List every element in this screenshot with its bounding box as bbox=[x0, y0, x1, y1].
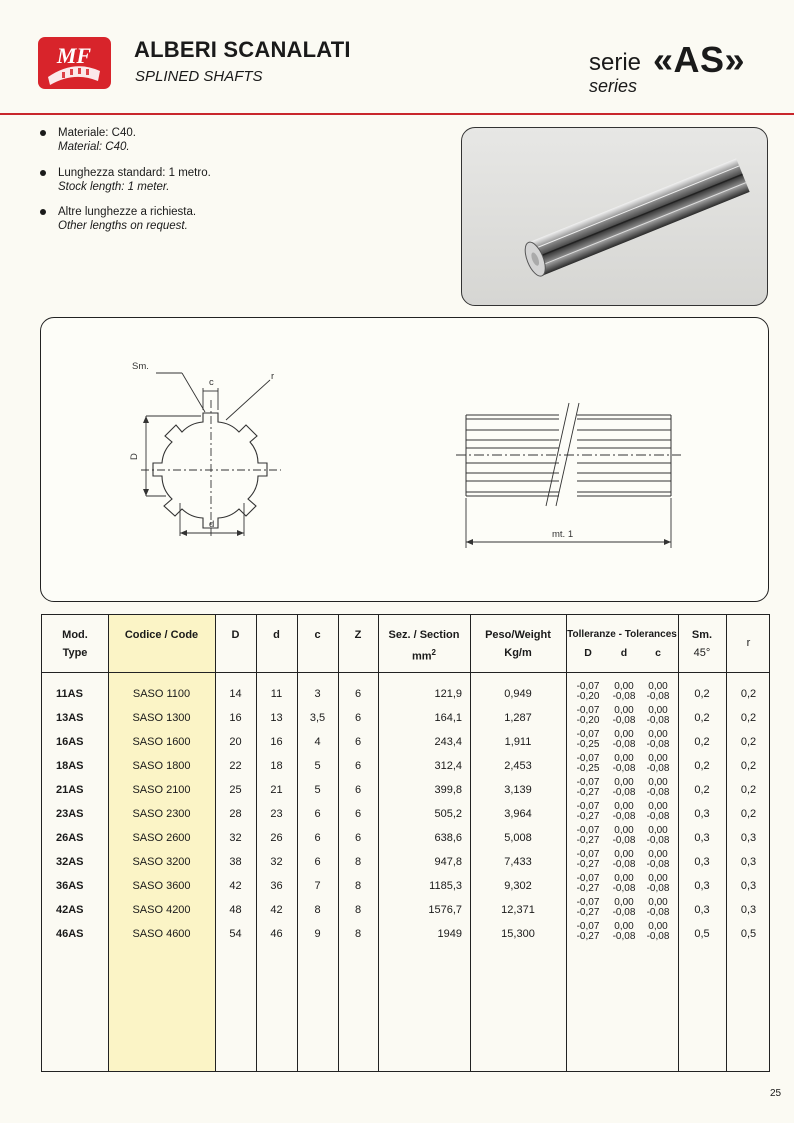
bullet-other-lengths bbox=[40, 205, 196, 233]
header-section-unit-base: mm bbox=[411, 650, 432, 663]
label-sm: Sm. bbox=[132, 361, 149, 372]
tol-c-upper: 0,00 bbox=[648, 777, 668, 788]
cell-D: 42 bbox=[229, 880, 242, 892]
tol-d bbox=[610, 802, 638, 822]
cell-r: 0,2 bbox=[740, 688, 757, 700]
bullet-length bbox=[40, 166, 211, 194]
cell-z: 8 bbox=[354, 904, 362, 916]
tol-c bbox=[644, 730, 672, 750]
cell-code: SASO 2100 bbox=[132, 784, 191, 796]
cell-section: 121,9 bbox=[434, 688, 462, 700]
cell-c: 5 bbox=[314, 760, 321, 772]
cell-z: 6 bbox=[354, 712, 362, 724]
tol-D-lower: -0,25 bbox=[576, 739, 600, 750]
cell-weight: 15,300 bbox=[501, 928, 535, 940]
cell-section: 1949 bbox=[437, 928, 462, 940]
cell-z: 6 bbox=[354, 736, 362, 748]
header-sm-angle: 45° bbox=[693, 647, 711, 659]
tol-D bbox=[574, 778, 602, 798]
header-section-unit bbox=[378, 644, 470, 666]
tol-c-lower: -0,08 bbox=[646, 907, 670, 918]
cell-weight: 7,433 bbox=[504, 856, 532, 868]
header-c: c bbox=[314, 629, 321, 641]
cell-weight: 1,911 bbox=[504, 736, 532, 748]
cell-D: 25 bbox=[229, 784, 242, 796]
cell-c: 8 bbox=[314, 904, 321, 916]
cell-r: 0,2 bbox=[740, 736, 757, 748]
bullet-text-it: Lunghezza standard: 1 metro. bbox=[58, 167, 211, 179]
header-mod-en: Type bbox=[62, 647, 88, 659]
tol-D-upper: -0,07 bbox=[576, 753, 600, 764]
cell-code: SASO 3600 bbox=[132, 880, 191, 892]
tol-c-upper: 0,00 bbox=[648, 825, 668, 836]
cell-c: 4 bbox=[314, 736, 321, 748]
cell-d: 42 bbox=[270, 904, 283, 916]
tol-d bbox=[610, 778, 638, 798]
cell-sm: 0,3 bbox=[694, 808, 710, 820]
header-sm-title: Sm. bbox=[691, 629, 713, 641]
tol-d-upper: 0,00 bbox=[614, 873, 634, 884]
cell-d: 21 bbox=[270, 784, 283, 796]
tol-D-lower: -0,27 bbox=[576, 931, 600, 942]
cell-D: 22 bbox=[229, 760, 242, 772]
tol-c bbox=[644, 778, 672, 798]
tol-d-upper: 0,00 bbox=[614, 729, 634, 740]
tol-c bbox=[644, 850, 672, 870]
tol-c bbox=[644, 922, 672, 942]
cell-type: 18AS bbox=[56, 760, 84, 772]
tol-d-upper: 0,00 bbox=[614, 705, 634, 716]
tol-c-lower: -0,08 bbox=[646, 883, 670, 894]
tol-d-lower: -0,08 bbox=[612, 931, 636, 942]
tol-d-lower: -0,08 bbox=[612, 691, 636, 702]
tol-D bbox=[574, 874, 602, 894]
tol-D-upper: -0,07 bbox=[576, 681, 600, 692]
table-row bbox=[42, 921, 771, 950]
label-c: c bbox=[209, 377, 214, 388]
header-divider bbox=[0, 113, 794, 115]
bullet-text-it: Materiale: C40. bbox=[58, 127, 136, 139]
cell-d: 32 bbox=[270, 856, 283, 868]
brand-logo bbox=[38, 37, 111, 89]
cell-code: SASO 1800 bbox=[132, 760, 191, 772]
tol-c bbox=[644, 682, 672, 702]
tol-D-lower: -0,27 bbox=[576, 835, 600, 846]
tol-D bbox=[574, 898, 602, 918]
tol-c-upper: 0,00 bbox=[648, 705, 668, 716]
tol-D-upper: -0,07 bbox=[576, 705, 600, 716]
header-tol-d: d bbox=[620, 647, 628, 659]
tol-d-upper: 0,00 bbox=[614, 921, 634, 932]
cell-type: 13AS bbox=[56, 712, 84, 724]
cell-z: 6 bbox=[354, 808, 362, 820]
header-d: d bbox=[273, 629, 280, 641]
tol-c-lower: -0,08 bbox=[646, 859, 670, 870]
cell-z: 6 bbox=[354, 784, 362, 796]
cell-section: 164,1 bbox=[434, 712, 462, 724]
serie-code: «AS» bbox=[653, 39, 746, 80]
tol-D-upper: -0,07 bbox=[576, 897, 600, 908]
cell-r: 0,2 bbox=[740, 808, 757, 820]
cell-z: 6 bbox=[354, 760, 362, 772]
cell-c: 5 bbox=[314, 784, 321, 796]
tol-D bbox=[574, 850, 602, 870]
cell-r: 0,3 bbox=[740, 832, 757, 844]
cell-D: 20 bbox=[229, 736, 242, 748]
tol-c-lower: -0,08 bbox=[646, 691, 670, 702]
cell-z: 8 bbox=[354, 856, 362, 868]
cell-c: 3 bbox=[314, 688, 321, 700]
cell-r: 0,3 bbox=[740, 880, 757, 892]
tol-D-upper: -0,07 bbox=[576, 849, 600, 860]
header-D: D bbox=[231, 629, 240, 641]
page-title: ALBERI SCANALATI bbox=[134, 37, 351, 62]
cell-sm: 0,5 bbox=[694, 928, 710, 940]
product-photo bbox=[461, 127, 768, 306]
cell-code: SASO 3200 bbox=[132, 856, 191, 868]
specifications-table bbox=[41, 614, 770, 1072]
cell-c: 6 bbox=[314, 856, 321, 868]
tol-d-upper: 0,00 bbox=[614, 777, 634, 788]
tol-c-upper: 0,00 bbox=[648, 681, 668, 692]
header-mod bbox=[42, 626, 108, 662]
tol-c-upper: 0,00 bbox=[648, 729, 668, 740]
tol-c-lower: -0,08 bbox=[646, 787, 670, 798]
cell-sm: 0,3 bbox=[694, 904, 710, 916]
cell-type: 36AS bbox=[56, 880, 84, 892]
cell-type: 11AS bbox=[56, 688, 83, 700]
tol-d-upper: 0,00 bbox=[614, 849, 634, 860]
cell-type: 16AS bbox=[56, 736, 84, 748]
tol-c-upper: 0,00 bbox=[648, 921, 668, 932]
tol-d-lower: -0,08 bbox=[612, 859, 636, 870]
tol-c bbox=[644, 754, 672, 774]
cell-section: 1576,7 bbox=[428, 904, 462, 916]
tol-D bbox=[574, 682, 602, 702]
tol-D-lower: -0,27 bbox=[576, 859, 600, 870]
cell-d: 36 bbox=[270, 880, 283, 892]
tol-d-upper: 0,00 bbox=[614, 825, 634, 836]
bullet-text-en: Other lengths on request. bbox=[58, 220, 188, 232]
tol-c-upper: 0,00 bbox=[648, 801, 668, 812]
tol-d-lower: -0,08 bbox=[612, 835, 636, 846]
logo-graphic bbox=[38, 37, 111, 89]
header-code: Codice / Code bbox=[124, 629, 199, 641]
tol-d-upper: 0,00 bbox=[614, 681, 634, 692]
tol-D-lower: -0,27 bbox=[576, 883, 600, 894]
header-tol-c: c bbox=[655, 647, 661, 659]
label-r: r bbox=[271, 371, 275, 382]
tol-c-lower: -0,08 bbox=[646, 763, 670, 774]
tol-c-upper: 0,00 bbox=[648, 849, 668, 860]
cell-section: 312,4 bbox=[434, 760, 462, 772]
cell-type: 23AS bbox=[56, 808, 84, 820]
cell-code: SASO 4200 bbox=[132, 904, 191, 916]
tol-D bbox=[574, 730, 602, 750]
tol-d bbox=[610, 850, 638, 870]
tol-d-upper: 0,00 bbox=[614, 801, 634, 812]
tol-D-lower: -0,27 bbox=[576, 907, 600, 918]
bullet-dot-icon bbox=[40, 170, 46, 176]
cell-c: 3,5 bbox=[309, 712, 326, 724]
cell-weight: 3,964 bbox=[504, 808, 532, 820]
tol-D-upper: -0,07 bbox=[576, 729, 600, 740]
header-r: r bbox=[746, 637, 751, 649]
cell-weight: 9,302 bbox=[504, 880, 532, 892]
cell-sm: 0,2 bbox=[694, 712, 710, 724]
tol-d-lower: -0,08 bbox=[612, 715, 636, 726]
technical-drawing bbox=[40, 317, 769, 602]
cell-r: 0,2 bbox=[740, 760, 757, 772]
header-section-title: Sez. / Section bbox=[388, 629, 460, 641]
cell-d: 16 bbox=[270, 736, 283, 748]
cell-weight: 0,949 bbox=[504, 688, 532, 700]
cell-code: SASO 1600 bbox=[132, 736, 191, 748]
cell-r: 0,3 bbox=[740, 904, 757, 916]
header-sm bbox=[678, 626, 726, 662]
tol-D-upper: -0,07 bbox=[576, 777, 600, 788]
cell-type: 42AS bbox=[56, 904, 84, 916]
bullet-text-it: Altre lunghezze a richiesta. bbox=[58, 206, 197, 218]
tol-D-lower: -0,27 bbox=[576, 787, 600, 798]
cell-section: 399,8 bbox=[434, 784, 462, 796]
cell-code: SASO 4600 bbox=[132, 928, 191, 940]
tol-c-lower: -0,08 bbox=[646, 835, 670, 846]
cell-D: 54 bbox=[229, 928, 242, 940]
header-weight-title: Peso/Weight bbox=[485, 629, 551, 641]
tol-d bbox=[610, 826, 638, 846]
tol-D bbox=[574, 802, 602, 822]
tol-c-lower: -0,08 bbox=[646, 811, 670, 822]
tol-d-lower: -0,08 bbox=[612, 739, 636, 750]
cell-weight: 2,453 bbox=[504, 760, 532, 772]
header-tolerances: Tolleranze - Tolerances bbox=[567, 629, 677, 640]
tol-D-upper: -0,07 bbox=[576, 921, 600, 932]
tol-d-lower: -0,08 bbox=[612, 787, 636, 798]
cell-sm: 0,3 bbox=[694, 856, 710, 868]
cell-code: SASO 1300 bbox=[132, 712, 191, 724]
header-weight-unit: Kg/m bbox=[504, 647, 532, 659]
cell-code: SASO 2300 bbox=[132, 808, 191, 820]
cell-code: SASO 1100 bbox=[132, 688, 191, 700]
cell-weight: 3,139 bbox=[504, 784, 532, 796]
cell-r: 0,5 bbox=[740, 928, 757, 940]
bullet-text-en: Material: C40. bbox=[58, 141, 130, 153]
cell-c: 6 bbox=[314, 808, 321, 820]
cell-D: 38 bbox=[229, 856, 242, 868]
tol-D-lower: -0,20 bbox=[576, 691, 600, 702]
bullet-text-en: Stock length: 1 meter. bbox=[58, 181, 170, 193]
page-subtitle: SPLINED SHAFTS bbox=[135, 68, 263, 85]
cell-r: 0,2 bbox=[740, 784, 757, 796]
tol-d-lower: -0,08 bbox=[612, 883, 636, 894]
tol-d bbox=[610, 922, 638, 942]
cell-z: 8 bbox=[354, 880, 362, 892]
cell-type: 21AS bbox=[56, 784, 84, 796]
tol-D bbox=[574, 922, 602, 942]
cell-z: 8 bbox=[354, 928, 362, 940]
cell-code: SASO 2600 bbox=[132, 832, 191, 844]
tol-d-upper: 0,00 bbox=[614, 753, 634, 764]
tol-c-upper: 0,00 bbox=[648, 753, 668, 764]
cell-weight: 1,287 bbox=[504, 712, 532, 724]
cell-d: 46 bbox=[270, 928, 283, 940]
tol-c-lower: -0,08 bbox=[646, 739, 670, 750]
tol-D bbox=[574, 754, 602, 774]
tol-c bbox=[644, 706, 672, 726]
cell-sm: 0,2 bbox=[694, 736, 710, 748]
tol-c bbox=[644, 802, 672, 822]
tol-d-lower: -0,08 bbox=[612, 811, 636, 822]
tol-D bbox=[574, 706, 602, 726]
header-tol-D: D bbox=[584, 647, 592, 659]
header-section-unit-sup: 2 bbox=[431, 648, 436, 657]
cell-z: 6 bbox=[354, 832, 362, 844]
tol-d bbox=[610, 730, 638, 750]
tol-d bbox=[610, 754, 638, 774]
tol-d bbox=[610, 874, 638, 894]
cell-sm: 0,3 bbox=[694, 880, 710, 892]
cell-weight: 12,371 bbox=[501, 904, 535, 916]
cell-r: 0,2 bbox=[740, 712, 757, 724]
bullet-dot-icon bbox=[40, 209, 46, 215]
cell-type: 32AS bbox=[56, 856, 84, 868]
tol-c bbox=[644, 874, 672, 894]
cell-d: 26 bbox=[270, 832, 283, 844]
cell-c: 7 bbox=[314, 880, 321, 892]
label-D: D bbox=[129, 453, 140, 460]
cell-D: 14 bbox=[229, 688, 242, 700]
cell-section: 1185,3 bbox=[429, 880, 462, 892]
cell-c: 6 bbox=[314, 832, 321, 844]
tol-D bbox=[574, 826, 602, 846]
tol-c-upper: 0,00 bbox=[648, 873, 668, 884]
label-d: d bbox=[209, 519, 215, 530]
splined-shaft-image bbox=[462, 128, 768, 306]
page-number: 25 bbox=[770, 1088, 782, 1099]
header-z: Z bbox=[354, 629, 362, 641]
bullet-dot-icon bbox=[40, 130, 46, 136]
cell-sm: 0,3 bbox=[694, 832, 710, 844]
cell-section: 505,2 bbox=[434, 808, 462, 820]
logo-text: MF bbox=[56, 43, 92, 68]
bullet-material bbox=[40, 126, 136, 154]
cell-d: 13 bbox=[270, 712, 283, 724]
cell-sm: 0,2 bbox=[694, 784, 710, 796]
cell-z: 6 bbox=[354, 688, 362, 700]
label-length: mt. 1 bbox=[552, 529, 574, 540]
cell-section: 638,6 bbox=[434, 832, 462, 844]
series-label: series bbox=[589, 76, 638, 96]
tol-d bbox=[610, 706, 638, 726]
tol-c-lower: -0,08 bbox=[646, 931, 670, 942]
tol-d-upper: 0,00 bbox=[614, 897, 634, 908]
cell-c: 9 bbox=[314, 928, 321, 940]
cell-d: 23 bbox=[270, 808, 283, 820]
tol-d-lower: -0,08 bbox=[612, 907, 636, 918]
tol-c bbox=[644, 898, 672, 918]
tol-D-upper: -0,07 bbox=[576, 801, 600, 812]
tol-D-lower: -0,27 bbox=[576, 811, 600, 822]
cell-section: 947,8 bbox=[434, 856, 462, 868]
cell-d: 11 bbox=[270, 688, 283, 700]
cell-sm: 0,2 bbox=[694, 688, 710, 700]
drawing-svg bbox=[41, 318, 770, 603]
cell-section: 243,4 bbox=[434, 736, 462, 748]
cell-D: 48 bbox=[229, 904, 242, 916]
cell-d: 18 bbox=[270, 760, 283, 772]
tol-D-lower: -0,20 bbox=[576, 715, 600, 726]
cell-D: 16 bbox=[229, 712, 242, 724]
tol-c-upper: 0,00 bbox=[648, 897, 668, 908]
serie-label: serie bbox=[589, 49, 642, 76]
tol-D-upper: -0,07 bbox=[576, 825, 600, 836]
cell-sm: 0,2 bbox=[694, 760, 710, 772]
cell-r: 0,3 bbox=[740, 856, 757, 868]
cell-type: 26AS bbox=[56, 832, 84, 844]
tol-c-lower: -0,08 bbox=[646, 715, 670, 726]
header-section bbox=[378, 626, 470, 666]
tol-d-lower: -0,08 bbox=[612, 763, 636, 774]
cell-D: 32 bbox=[229, 832, 242, 844]
tol-D-lower: -0,25 bbox=[576, 763, 600, 774]
tol-c bbox=[644, 826, 672, 846]
cell-weight: 5,008 bbox=[504, 832, 532, 844]
tol-D-upper: -0,07 bbox=[576, 873, 600, 884]
tol-d bbox=[610, 898, 638, 918]
header-mod-it: Mod. bbox=[62, 629, 88, 641]
tol-d bbox=[610, 682, 638, 702]
cell-type: 46AS bbox=[56, 928, 84, 940]
header-weight bbox=[470, 626, 566, 662]
cell-D: 28 bbox=[229, 808, 242, 820]
